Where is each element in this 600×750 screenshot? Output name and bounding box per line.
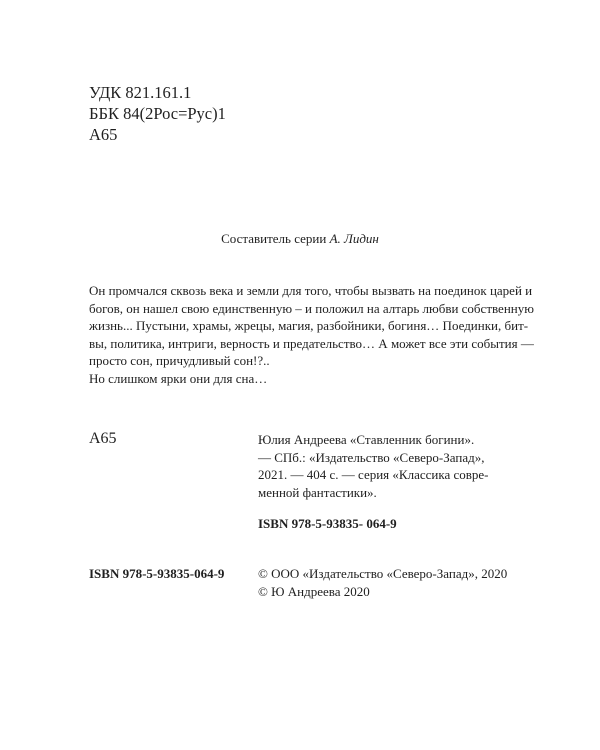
footer-isbn: ISBN 978-5-93835-064-9 <box>89 566 225 581</box>
annotation-line: вы, политика, интриги, верность и предательство… А может все эти события — <box>89 335 534 351</box>
series-compiler-label: Составитель серии <box>221 231 327 246</box>
catalog-author-mark: А65 <box>89 430 117 447</box>
copyright-line: © Ю Андреева 2020 <box>258 583 370 599</box>
annotation-line: просто сон, причудливый сон!?.. <box>89 353 270 368</box>
copyright-notice <box>258 565 507 600</box>
bibliographic-line: менной фантастики». <box>258 484 377 500</box>
annotation <box>89 282 534 387</box>
udk-code: УДК 821.161.1 <box>89 83 192 102</box>
series-compiler-name: А. Лидин <box>329 231 379 246</box>
annotation-line: жизнь... Пустыни, храмы, жрецы, магия, разбойники, богиня… Поединки, бит- <box>89 318 529 333</box>
bibliographic-description <box>258 431 520 501</box>
series-compiler <box>0 231 600 247</box>
annotation-line: Но слишком ярки они для сна… <box>89 370 268 386</box>
author-mark: А65 <box>89 125 118 144</box>
bibliographic-line: — СПб.: «Издательство «Северо-Запад», <box>258 449 485 465</box>
bibliographic-line: Юлия Андреева «Ставленник богини». <box>258 432 475 447</box>
classification-codes <box>89 82 226 145</box>
annotation-line: богов, он нашел свою единственную – и положил на алтарь любви собственную <box>89 300 534 316</box>
annotation-line: Он промчался сквозь века и земли для того, чтобы вызвать на поединок царей и <box>89 283 533 298</box>
bbk-code: ББК 84(2Рос=Рус)1 <box>89 104 226 123</box>
catalog-isbn: ISBN 978-5-93835- 064-9 <box>258 516 397 531</box>
bibliographic-line: 2021. — 404 с. — серия «Классика совре- <box>258 467 489 482</box>
copyright-line: © ООО «Издательство «Северо-Запад», 2020 <box>258 566 508 581</box>
